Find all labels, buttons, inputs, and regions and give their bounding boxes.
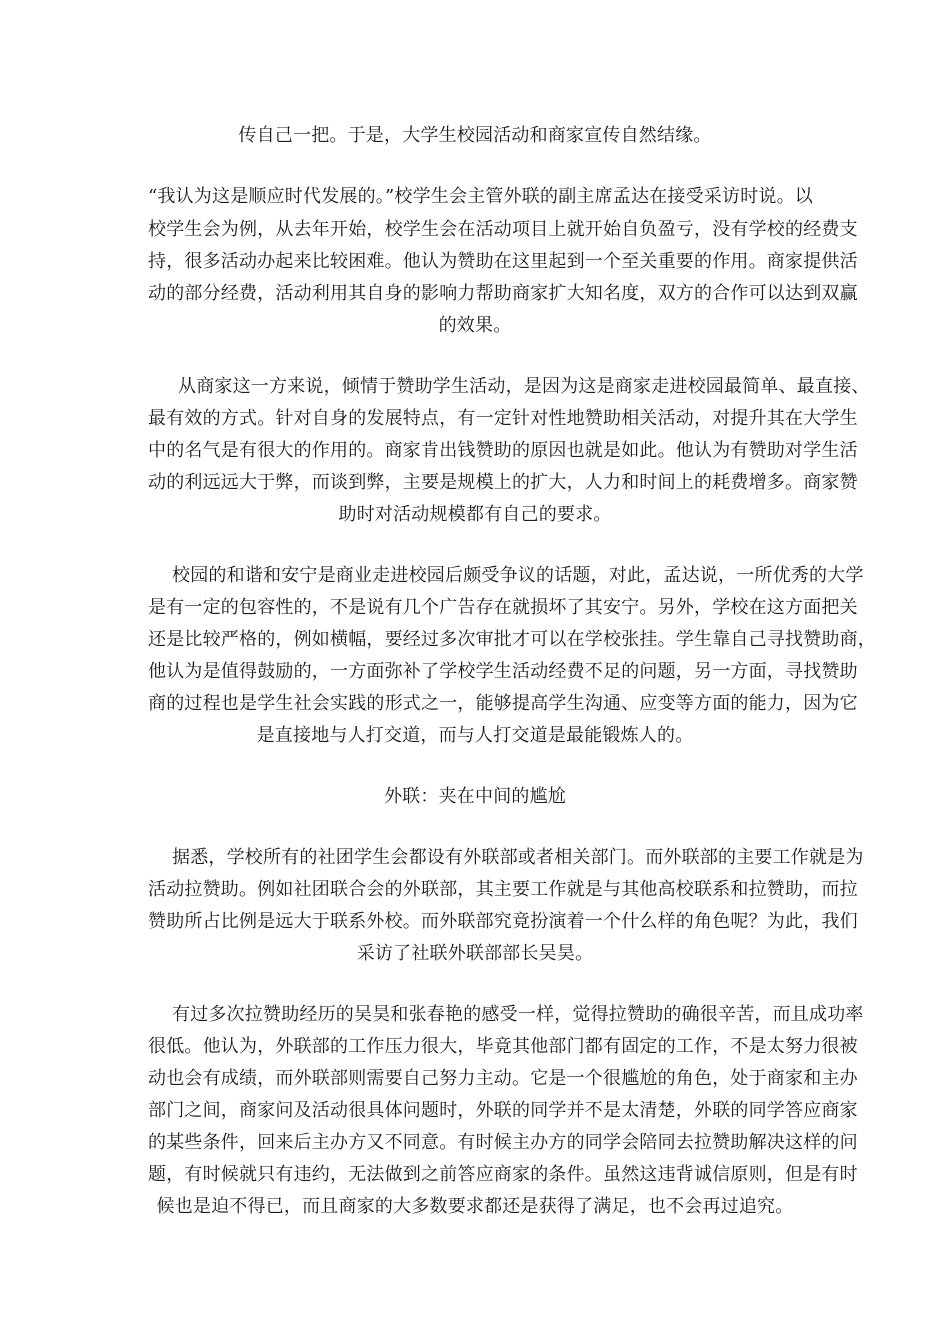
text-line: 校园的和谐和安宁是商业走进校园后颇受争议的话题，对此，孟达说，一所优秀的大学 [172,565,864,586]
text-line: 赞助所占比例是远大于联系外校。而外联部究竟扮演着一个什么样的角色呢？为此，我们 [148,911,858,932]
text-line: 中的名气是有很大的作用的。商家肯出钱赞助的原因也就是如此。他认为有赞助对学生活 [148,440,858,461]
text-line: 助时对活动规模都有自己的要求。 [338,504,612,525]
text-line: 从商家这一方来说，倾情于赞助学生活动，是因为这是商家走进校园最简单、最直接、 [178,376,870,397]
text-line: 题，有时候就只有违约，无法做到之前答应商家的条件。虽然这违背诚信原则，但是有时 [148,1164,858,1185]
text-line: 部门之间，商家问及活动很具体问题时，外联的同学并不是太清楚，外联的同学答应商家 [148,1100,858,1121]
text-line: 持，很多活动办起来比较困难。他认为赞助在这里起到一个至关重要的作用。商家提供活 [148,251,858,272]
text-line: 是有一定的包容性的，不是说有几个广告存在就损坏了其安宁。另外，学校在这方面把关 [148,597,858,618]
text-line: 动的部分经费，活动利用其自身的影响力帮助商家扩大知名度，双方的合作可以达到双赢 [148,283,858,304]
text-line: 传自己一把。于是，大学生校园活动和商家宣传自然结缘。 [238,125,712,146]
text-line: 很低。他认为，外联部的工作压力很大，毕竟其他部门都有固定的工作，不是太努力很被 [148,1036,858,1057]
text-line: 候也是迫不得已，而且商家的大多数要求都还是获得了满足，也不会再过追究。 [156,1196,794,1217]
text-line: 校学生会为例，从去年开始，校学生会在活动项目上就开始自负盈亏，没有学校的经费支 [148,219,858,240]
text-line: 的效果。 [438,315,512,336]
heading-text: 外联：夹在中间的尴尬 [384,786,566,807]
text-line: “我认为这是顺应时代发展的。”校学生会主管外联的副主席孟达在接受采访时说。以 [148,186,814,207]
text-line: 还是比较严格的，例如横幅，要经过多次审批才可以在学校张挂。学生靠自己寻找赞助商， [148,629,876,650]
text-line: 他认为是值得鼓励的，一方面弥补了学校学生活动经费不足的问题，另一方面，寻找赞助 [148,661,858,682]
text-line: 采访了社联外联部部长吴昊。 [356,943,594,964]
text-line: 是直接地与人打交道，而与人打交道是最能锻炼人的。 [256,725,694,746]
text-line: 最有效的方式。针对自身的发展特点，有一定针对性地赞助相关活动，对提升其在大学生 [148,408,858,429]
text-line: 活动拉赞助。例如社团联合会的外联部，其主要工作就是与其他高校联系和拉赞助，而拉 [148,879,858,900]
text-line: 商的过程也是学生社会实践的形式之一，能够提高学生沟通、应变等方面的能力，因为它 [148,693,858,714]
text-line: 动的利远远大于弊，而谈到弊，主要是规模上的扩大，人力和时间上的耗费增多。商家赞 [148,472,858,493]
text-line: 的某些条件，回来后主办方又不同意。有时候主办方的同学会陪同去拉赞助解决这样的问 [148,1132,858,1153]
text-line: 动也会有成绩，而外联部则需要自己努力主动。它是一个很尴尬的角色，处于商家和主办 [148,1068,858,1089]
text-line: 有过多次拉赞助经历的吴昊和张春艳的感受一样，觉得拉赞助的确很辛苦，而且成功率 [172,1004,864,1025]
text-line: 据悉，学校所有的社团学生会都设有外联部或者相关部门。而外联部的主要工作就是为 [172,847,864,868]
